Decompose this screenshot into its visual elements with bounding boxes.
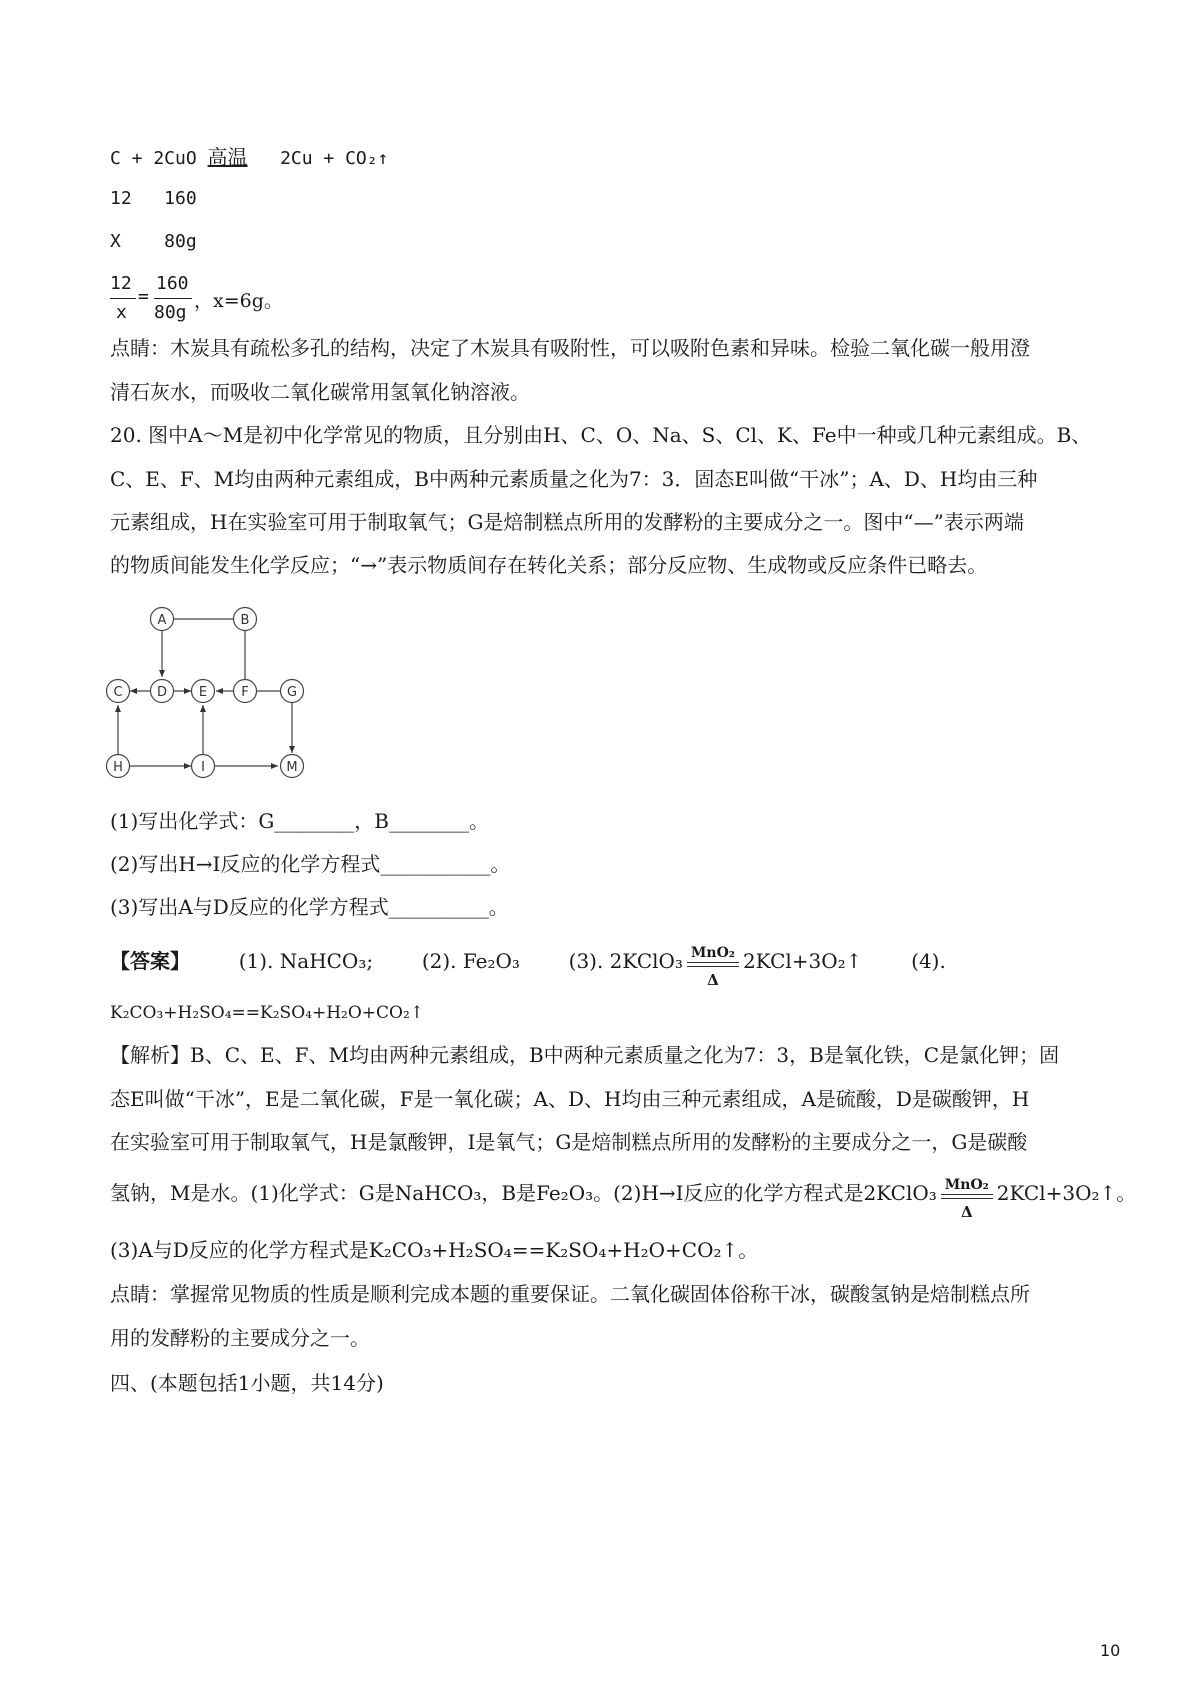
sub-question-2: (2)写出H→I反应的化学方程式___________。 [110,852,511,876]
node-d-label: D [156,685,168,700]
equation-left: C + 2CuO [110,148,197,169]
equation-right: 2Cu + CO₂↑ [280,148,389,169]
answer-4: K₂CO₃+H₂SO₄==K₂SO₄+H₂O+CO₂↑ [110,1003,425,1023]
heat-symbol-2: Δ [960,1202,973,1221]
analysis-line4 [110,1176,1137,1221]
section-4-heading: 四、(本题包括1小题，共14分) [110,1371,384,1395]
heat-symbol: Δ [707,970,719,989]
analysis-line3: 在实验室可用于制取氧气，H是氯酸钾，I是氧气；G是焙制糕点所用的发酵粉的主要成分之一，G是碳酸 [110,1130,1028,1154]
node-i-label: I [201,760,205,775]
answer-3-product: 2KCl+3O₂↑ [742,949,863,973]
sub-question-1: (1)写出化学式：G________，B________。 [110,809,490,833]
note-paragraph-2-cont: 用的发酵粉的主要成分之一。 [110,1326,370,1350]
fraction2-numerator: 160 [156,273,189,294]
fraction1-denominator: x [116,302,127,323]
node-m-label: M [286,760,298,775]
question-20-line4: 的物质间能发生化学反应；“→”表示物质间存在转化关系；部分反应物、生成物或反应条件已略去。 [110,553,988,577]
page-number: 10 [1100,1641,1121,1660]
relation-diagram [95,595,315,785]
analysis-line1: 【解析】B、C、E、F、M均由两种元素组成，B中两种元素质量之化为7：3，B是氧化铁，C是氯化钾；固 [110,1043,1060,1067]
answer-3-reactant: (3). 2KClO₃ [568,949,683,973]
chemical-equation-cuo [110,142,388,174]
note-paragraph-2: 点睛：掌握常见物质的性质是顺利完成本题的重要保证。二氧化碳固体俗称干冰，碳酸氢钠是焙制糕点所 [110,1282,1030,1306]
node-e-label: E [198,685,208,700]
fraction1-numerator: 12 [110,273,132,294]
catalyst-condition-2 [939,1176,995,1221]
catalyst-label-2: MnO₂ [944,1176,989,1193]
calc-row-mass: 12 160 [110,188,197,209]
calc-row-unknown: X 80g [110,231,197,252]
catalyst-label: MnO₂ [690,944,735,961]
note-paragraph-1: 点睛：木炭具有疏松多孔的结构，决定了木炭具有吸附性，可以吸附色素和异味。检验二氧化碳一般用澄 [110,336,1030,360]
fraction2-bar [154,298,192,299]
analysis-line4-text: 氢钠，M是水。(1)化学式：G是NaHCO₃，B是Fe₂O₃。(2)H→I反应的化学方程式是2KClO₃ [110,1181,937,1205]
answer-2: (2). Fe₂O₃ [421,949,520,973]
node-g-label: G [286,685,298,700]
answer-4-label: (4). [911,949,946,973]
answer-1: (1). NaHCO₃; [238,949,374,973]
node-h-label: H [113,760,123,775]
node-a-label: A [157,613,167,628]
node-b-label: B [240,613,250,628]
answer-label: 【答案】 [110,949,190,973]
calc-result: ，x=6g。 [194,290,283,312]
analysis-line5: (3)A与D反应的化学方程式是K₂CO₃+H₂SO₄==K₂SO₄+H₂O+CO₂↑。 [110,1238,759,1262]
catalyst-condition [685,944,741,989]
sub-question-3: (3)写出A与D反应的化学方程式__________。 [110,895,509,919]
question-20-line2: C、E、F、M均由两种元素组成，B中两种元素质量之化为7：3．固态E叫做“干冰”；A、D、H均由三种 [110,467,1038,491]
fraction2-denominator: 80g [154,302,187,323]
fraction1-bar [110,298,136,299]
node-f-label: F [241,685,249,700]
note-paragraph-1-cont: 清石灰水，而吸收二氧化碳常用氢氧化钠溶液。 [110,380,530,404]
question-20-line3: 元素组成，H在实验室可用于制取氧气；G是焙制糕点所用的发酵粉的主要成分之一。图中“—”表示两端 [110,510,1024,534]
node-c-label: C [113,685,123,700]
question-20-line1: 20. 图中A～M是初中化学常见的物质，且分别由H、C、O、Na、S、Cl、K、Fe中一种或几种元素组成。B、 [110,423,1092,447]
equals-sign: = [138,286,149,307]
answer-line [110,944,946,989]
analysis-line2: 态E叫做“干冰”，E是二氧化碳，F是一氧化碳；A、D、H均由三种元素组成，A是硫酸，D是碳酸钾，H [110,1087,1030,1111]
analysis-line4-product: 2KCl+3O₂↑。 [996,1181,1137,1205]
reaction-condition: 高温 [207,145,248,169]
